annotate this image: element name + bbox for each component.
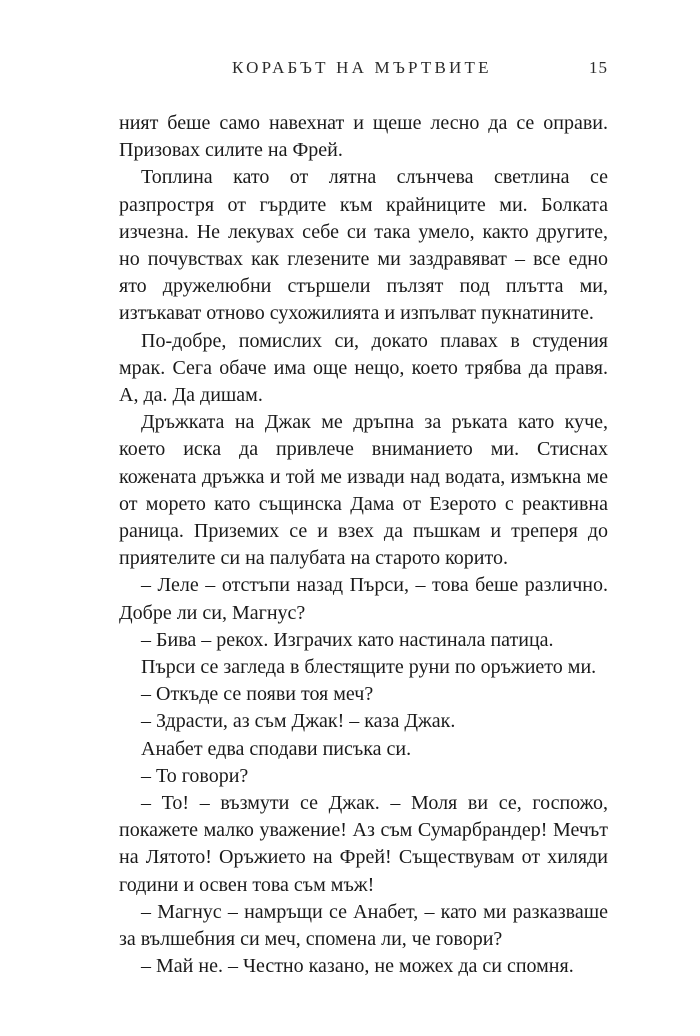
paragraph: ният беше само навехнат и щеше лесно да се оправи. Призовах силите на Фрей. <box>119 112 608 162</box>
paragraph: – Здрасти, аз съм Джак! – каза Джак. <box>141 710 456 733</box>
paragraph: Пърси се загледа в блестящите руни по оръжието ми. <box>141 656 597 679</box>
paragraph: – Леле – отстъпи назад Пърси, – това беше различно. Добре ли си, Магнус? <box>119 574 608 624</box>
running-title: КОРАБЪТ НА МЪРТВИТЕ <box>232 58 492 77</box>
paragraph: По-добре, помислих си, докато плавах в студения мрак. Сега обаче има още нещо, което трябва да правя. А, да. Да дишам. <box>119 329 608 407</box>
paragraph: – То говори? <box>141 764 249 787</box>
paragraph: Анабет едва сподави писъка си. <box>141 737 412 760</box>
paragraph: – Бива – рекох. Изграчих като настинала патица. <box>141 628 554 651</box>
page-number: 15 <box>589 58 608 77</box>
paragraph: Дръжката на Джак ме дръпна за ръката като куче, което иска да привлече вниманието ми. Стиснах кожената дръжка и той ме извади над водата, измъкна ме от морето като същинска Дама от Езерото с реактивна раница. Приземих се и взех да пъшкам и треперя до приятелите си на палубата на старото корито. <box>119 411 608 570</box>
running-header <box>232 58 608 80</box>
paragraph: Топлина като от лятна слънчева светлина се разпростря от гърдите към крайниците ми. Болката изчезна. Не лекувах себе си така умело, както другите, но почувствах как глезените ми заздравяват – все едно ято дружелюбни стършели пълзят под плътта ми, изтъкават отново сухожилията и изпълват пукнатините. <box>119 166 608 325</box>
paragraph: – То! – възмути се Джак. – Моля ви се, госпожо, покажете малко уважение! Аз съм Сумарбрандер! Мечът на Лятото! Оръжието на Фрей! Съществувам от хиляди години и освен това съм мъж! <box>119 792 608 896</box>
paragraph: – Магнус – намръщи се Анабет, – като ми разказваше за вълшебния си меч, спомена ли, че говори? <box>119 900 608 951</box>
body-text <box>119 110 608 981</box>
paragraph: – Май не. – Честно казано, не можех да си спомня. <box>141 955 574 978</box>
paragraph: – Откъде се появи тоя меч? <box>141 683 374 706</box>
